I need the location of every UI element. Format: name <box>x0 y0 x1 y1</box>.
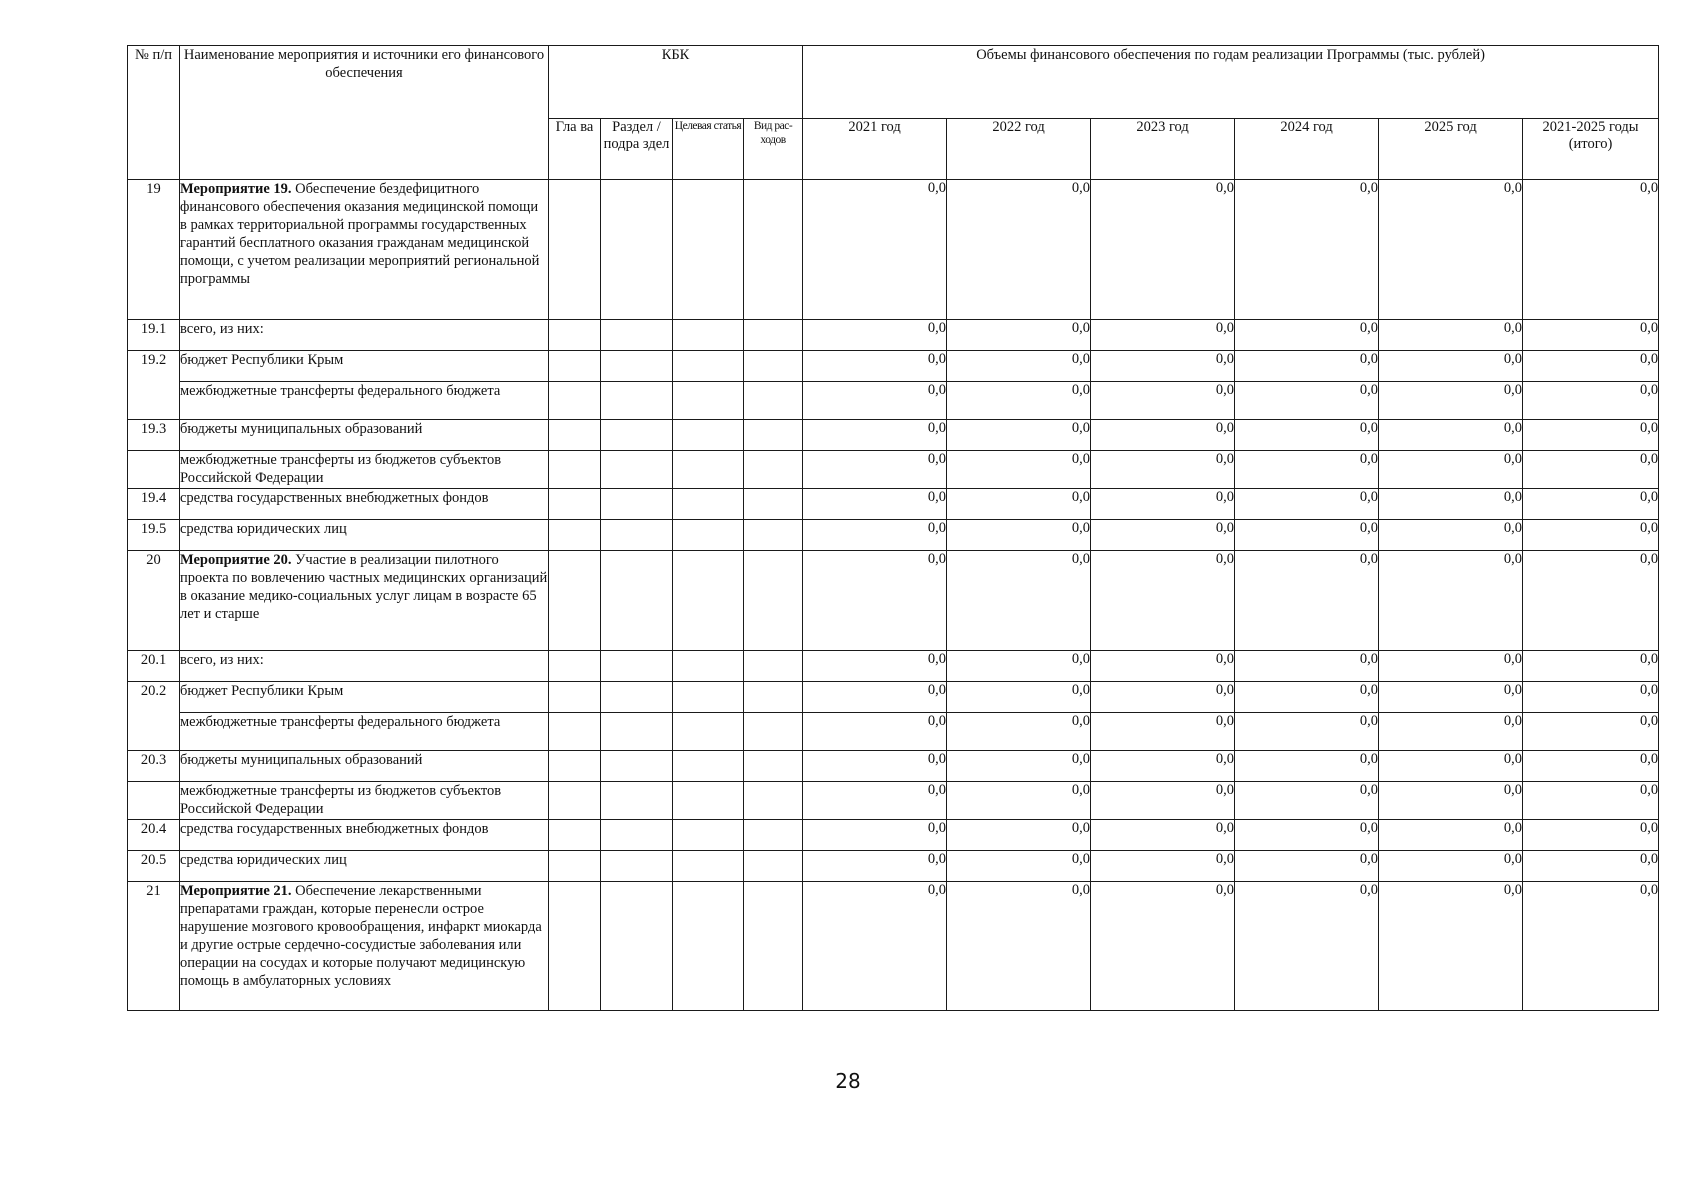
kbk-cell <box>601 489 673 520</box>
value-cell: 0,0 <box>803 180 947 320</box>
value-cell: 0,0 <box>1091 351 1235 382</box>
value-cell: 0,0 <box>1235 320 1379 351</box>
value-cell: 0,0 <box>947 551 1091 651</box>
kbk-cell <box>601 820 673 851</box>
value-cell: 0,0 <box>1523 782 1659 820</box>
kbk-cell <box>601 382 673 420</box>
kbk-cell <box>673 320 744 351</box>
kbk-cell <box>549 320 601 351</box>
value-cell: 0,0 <box>1379 820 1523 851</box>
value-cell: 0,0 <box>803 651 947 682</box>
kbk-cell <box>549 682 601 713</box>
value-cell: 0,0 <box>1523 713 1659 751</box>
row-number: 21 <box>128 882 180 1011</box>
value-cell: 0,0 <box>947 451 1091 489</box>
value-cell: 0,0 <box>1235 713 1379 751</box>
header-year-2022: 2022 год <box>947 119 1091 180</box>
value-cell: 0,0 <box>1235 820 1379 851</box>
value-cell: 0,0 <box>803 489 947 520</box>
kbk-cell <box>549 551 601 651</box>
row-name: всего, из них: <box>180 320 549 351</box>
table-row <box>128 782 1659 820</box>
kbk-cell <box>549 751 601 782</box>
kbk-cell <box>601 651 673 682</box>
kbk-cell <box>673 520 744 551</box>
kbk-cell <box>673 651 744 682</box>
page-number: 28 <box>835 1069 861 1093</box>
table-row <box>128 351 1659 382</box>
kbk-cell <box>673 713 744 751</box>
value-cell: 0,0 <box>1091 420 1235 451</box>
table-row <box>128 751 1659 782</box>
value-cell: 0,0 <box>1235 682 1379 713</box>
kbk-cell <box>673 820 744 851</box>
kbk-cell <box>673 782 744 820</box>
kbk-cell <box>601 351 673 382</box>
kbk-cell <box>549 651 601 682</box>
value-cell: 0,0 <box>803 751 947 782</box>
value-cell: 0,0 <box>1523 382 1659 420</box>
value-cell: 0,0 <box>947 351 1091 382</box>
value-cell: 0,0 <box>1091 551 1235 651</box>
row-number: 19.3 <box>128 420 180 451</box>
header-number: № п/п <box>128 46 180 180</box>
kbk-cell <box>549 420 601 451</box>
kbk-cell <box>549 489 601 520</box>
kbk-cell <box>601 320 673 351</box>
row-name: средства юридических лиц <box>180 851 549 882</box>
kbk-cell <box>744 551 803 651</box>
value-cell: 0,0 <box>947 682 1091 713</box>
kbk-cell <box>601 882 673 1011</box>
value-cell: 0,0 <box>1091 451 1235 489</box>
value-cell: 0,0 <box>1235 782 1379 820</box>
value-cell: 0,0 <box>1235 489 1379 520</box>
kbk-cell <box>673 682 744 713</box>
value-cell: 0,0 <box>1523 851 1659 882</box>
kbk-cell <box>601 713 673 751</box>
kbk-cell <box>744 520 803 551</box>
value-cell: 0,0 <box>1379 420 1523 451</box>
value-cell: 0,0 <box>1523 451 1659 489</box>
table-row <box>128 520 1659 551</box>
value-cell: 0,0 <box>1523 351 1659 382</box>
table-row <box>128 551 1659 651</box>
value-cell: 0,0 <box>1523 651 1659 682</box>
table-row <box>128 420 1659 451</box>
row-number: 19.5 <box>128 520 180 551</box>
row-number: 20.5 <box>128 851 180 882</box>
value-cell: 0,0 <box>947 420 1091 451</box>
kbk-cell <box>744 320 803 351</box>
table-row <box>128 651 1659 682</box>
header-kbk: КБК <box>549 46 803 119</box>
header-years-total: 2021-2025 годы (итого) <box>1523 119 1659 180</box>
row-number: 19 <box>128 180 180 320</box>
kbk-cell <box>744 713 803 751</box>
row-number <box>128 782 180 820</box>
kbk-cell <box>744 489 803 520</box>
row-name: межбюджетные трансферты из бюджетов субъектов Российской Федерации <box>180 782 549 820</box>
value-cell: 0,0 <box>1091 382 1235 420</box>
value-cell: 0,0 <box>947 782 1091 820</box>
value-cell: 0,0 <box>1091 882 1235 1011</box>
row-number: 20.4 <box>128 820 180 851</box>
table-row <box>128 851 1659 882</box>
row-number <box>128 451 180 489</box>
kbk-cell <box>601 782 673 820</box>
value-cell: 0,0 <box>1235 882 1379 1011</box>
value-cell: 0,0 <box>803 451 947 489</box>
kbk-cell <box>673 451 744 489</box>
header-kbk-expense-type: Вид рас- ходов <box>744 119 803 180</box>
kbk-cell <box>744 382 803 420</box>
row-number: 20.3 <box>128 751 180 782</box>
table-row <box>128 682 1659 713</box>
row-number: 19.4 <box>128 489 180 520</box>
kbk-cell <box>744 682 803 713</box>
value-cell: 0,0 <box>1523 520 1659 551</box>
value-cell: 0,0 <box>1091 782 1235 820</box>
measure-title-text: Обеспечение лекарственными препаратами граждан, которые перенесли острое нарушение мозгового кровообращения, инфаркт миокарда и другие острые сердечно-сосудистые заболевания или операции на сосудах и которые получают медицинскую помощь в амбулаторных условиях <box>180 883 542 989</box>
header-kbk-section: Раздел /подра здел <box>601 119 673 180</box>
table-row <box>128 713 1659 751</box>
value-cell: 0,0 <box>947 713 1091 751</box>
measure-title-bold: Мероприятие 21. <box>180 883 292 899</box>
table-row <box>128 489 1659 520</box>
value-cell: 0,0 <box>1235 382 1379 420</box>
value-cell: 0,0 <box>803 382 947 420</box>
row-name: межбюджетные трансферты федерального бюджета <box>180 382 549 420</box>
kbk-cell <box>744 351 803 382</box>
value-cell: 0,0 <box>803 882 947 1011</box>
kbk-cell <box>744 751 803 782</box>
table-row <box>128 382 1659 420</box>
value-cell: 0,0 <box>1379 751 1523 782</box>
header-kbk-target-item: Целевая статья <box>673 119 744 180</box>
value-cell: 0,0 <box>1091 320 1235 351</box>
value-cell: 0,0 <box>947 882 1091 1011</box>
value-cell: 0,0 <box>1091 489 1235 520</box>
kbk-cell <box>601 420 673 451</box>
value-cell: 0,0 <box>1523 180 1659 320</box>
value-cell: 0,0 <box>1379 489 1523 520</box>
header-year-2021: 2021 год <box>803 119 947 180</box>
value-cell: 0,0 <box>947 651 1091 682</box>
value-cell: 0,0 <box>1523 489 1659 520</box>
measure-title <box>180 180 549 320</box>
row-number: 19.1 <box>128 320 180 351</box>
value-cell: 0,0 <box>1379 320 1523 351</box>
row-number: 20.2 <box>128 682 180 751</box>
kbk-cell <box>744 420 803 451</box>
row-name: средства государственных внебюджетных фондов <box>180 820 549 851</box>
kbk-cell <box>673 382 744 420</box>
row-name: бюджеты муниципальных образований <box>180 420 549 451</box>
measure-title <box>180 551 549 651</box>
kbk-cell <box>744 882 803 1011</box>
table-row <box>128 320 1659 351</box>
kbk-cell <box>549 713 601 751</box>
row-number: 20 <box>128 551 180 651</box>
value-cell: 0,0 <box>1091 751 1235 782</box>
kbk-cell <box>601 520 673 551</box>
value-cell: 0,0 <box>1235 651 1379 682</box>
measure-title-bold: Мероприятие 19. <box>180 181 292 197</box>
value-cell: 0,0 <box>947 851 1091 882</box>
kbk-cell <box>744 451 803 489</box>
value-cell: 0,0 <box>947 520 1091 551</box>
kbk-cell <box>744 851 803 882</box>
value-cell: 0,0 <box>947 382 1091 420</box>
value-cell: 0,0 <box>1235 851 1379 882</box>
value-cell: 0,0 <box>803 420 947 451</box>
kbk-cell <box>673 551 744 651</box>
value-cell: 0,0 <box>1235 451 1379 489</box>
value-cell: 0,0 <box>803 320 947 351</box>
value-cell: 0,0 <box>803 820 947 851</box>
value-cell: 0,0 <box>1523 682 1659 713</box>
value-cell: 0,0 <box>1379 382 1523 420</box>
value-cell: 0,0 <box>947 180 1091 320</box>
value-cell: 0,0 <box>1379 551 1523 651</box>
kbk-cell <box>549 882 601 1011</box>
row-number: 20.1 <box>128 651 180 682</box>
table-row <box>128 451 1659 489</box>
kbk-cell <box>673 489 744 520</box>
row-name: межбюджетные трансферты федерального бюджета <box>180 713 549 751</box>
value-cell: 0,0 <box>1379 351 1523 382</box>
value-cell: 0,0 <box>1379 713 1523 751</box>
kbk-cell <box>744 782 803 820</box>
value-cell: 0,0 <box>1091 180 1235 320</box>
value-cell: 0,0 <box>1523 551 1659 651</box>
value-cell: 0,0 <box>1091 851 1235 882</box>
value-cell: 0,0 <box>947 489 1091 520</box>
value-cell: 0,0 <box>1379 451 1523 489</box>
kbk-cell <box>601 551 673 651</box>
kbk-cell <box>744 820 803 851</box>
row-number: 19.2 <box>128 351 180 420</box>
kbk-cell <box>549 180 601 320</box>
header-volumes: Объемы финансового обеспечения по годам реализации Программы (тыс. рублей) <box>803 46 1659 119</box>
value-cell: 0,0 <box>803 851 947 882</box>
table-row <box>128 820 1659 851</box>
row-name: бюджет Республики Крым <box>180 351 549 382</box>
measure-title-bold: Мероприятие 20. <box>180 552 292 568</box>
header-year-2025: 2025 год <box>1379 119 1523 180</box>
value-cell: 0,0 <box>1091 682 1235 713</box>
kbk-cell <box>673 751 744 782</box>
value-cell: 0,0 <box>947 751 1091 782</box>
kbk-cell <box>549 382 601 420</box>
value-cell: 0,0 <box>803 782 947 820</box>
kbk-cell <box>549 520 601 551</box>
value-cell: 0,0 <box>1523 882 1659 1011</box>
kbk-cell <box>744 180 803 320</box>
row-name: средства юридических лиц <box>180 520 549 551</box>
kbk-cell <box>549 851 601 882</box>
value-cell: 0,0 <box>1523 820 1659 851</box>
kbk-cell <box>601 851 673 882</box>
row-name: бюджет Республики Крым <box>180 682 549 713</box>
kbk-cell <box>549 451 601 489</box>
measure-title-text: Обеспечение бездефицитного финансового обеспечения оказания медицинской помощи в рамках территориальной программы государственных гарантий бесплатного оказания гражданам медицинской помощи, с учетом реализации мероприятий региональной программы <box>180 181 540 287</box>
kbk-cell <box>601 180 673 320</box>
kbk-cell <box>673 351 744 382</box>
measure-title-text: Участие в реализации пилотного проекта по вовлечению частных медицинских организаций в оказание медико-социальных услуг лицам в возрасте 65 лет и старше <box>180 552 548 622</box>
header-year-2023: 2023 год <box>1091 119 1235 180</box>
table-row <box>128 882 1659 1011</box>
value-cell: 0,0 <box>1091 651 1235 682</box>
value-cell: 0,0 <box>803 713 947 751</box>
value-cell: 0,0 <box>1379 651 1523 682</box>
value-cell: 0,0 <box>1523 751 1659 782</box>
row-name: межбюджетные трансферты из бюджетов субъектов Российской Федерации <box>180 451 549 489</box>
kbk-cell <box>673 180 744 320</box>
value-cell: 0,0 <box>1091 713 1235 751</box>
header-kbk-chapter: Гла ва <box>549 119 601 180</box>
kbk-cell <box>601 451 673 489</box>
value-cell: 0,0 <box>1235 751 1379 782</box>
financing-table <box>127 45 1659 1011</box>
kbk-cell <box>673 420 744 451</box>
value-cell: 0,0 <box>1379 782 1523 820</box>
value-cell: 0,0 <box>803 682 947 713</box>
value-cell: 0,0 <box>1235 351 1379 382</box>
table-row <box>128 180 1659 320</box>
kbk-cell <box>549 820 601 851</box>
value-cell: 0,0 <box>1091 820 1235 851</box>
value-cell: 0,0 <box>1523 420 1659 451</box>
row-name: всего, из них: <box>180 651 549 682</box>
value-cell: 0,0 <box>1235 520 1379 551</box>
row-name: бюджеты муниципальных образований <box>180 751 549 782</box>
value-cell: 0,0 <box>1235 180 1379 320</box>
value-cell: 0,0 <box>803 520 947 551</box>
value-cell: 0,0 <box>803 351 947 382</box>
header-year-2024: 2024 год <box>1235 119 1379 180</box>
value-cell: 0,0 <box>1235 551 1379 651</box>
kbk-cell <box>549 782 601 820</box>
value-cell: 0,0 <box>1379 682 1523 713</box>
value-cell: 0,0 <box>1523 320 1659 351</box>
kbk-cell <box>673 882 744 1011</box>
value-cell: 0,0 <box>1379 851 1523 882</box>
value-cell: 0,0 <box>1091 520 1235 551</box>
kbk-cell <box>601 751 673 782</box>
row-name: средства государственных внебюджетных фондов <box>180 489 549 520</box>
measure-title <box>180 882 549 1011</box>
value-cell: 0,0 <box>947 320 1091 351</box>
kbk-cell <box>744 651 803 682</box>
value-cell: 0,0 <box>803 551 947 651</box>
kbk-cell <box>601 682 673 713</box>
kbk-cell <box>673 851 744 882</box>
kbk-cell <box>549 351 601 382</box>
value-cell: 0,0 <box>1379 180 1523 320</box>
header-name: Наименование мероприятия и источники его финансового обеспечения <box>180 46 549 180</box>
value-cell: 0,0 <box>1235 420 1379 451</box>
value-cell: 0,0 <box>947 820 1091 851</box>
value-cell: 0,0 <box>1379 520 1523 551</box>
value-cell: 0,0 <box>1379 882 1523 1011</box>
